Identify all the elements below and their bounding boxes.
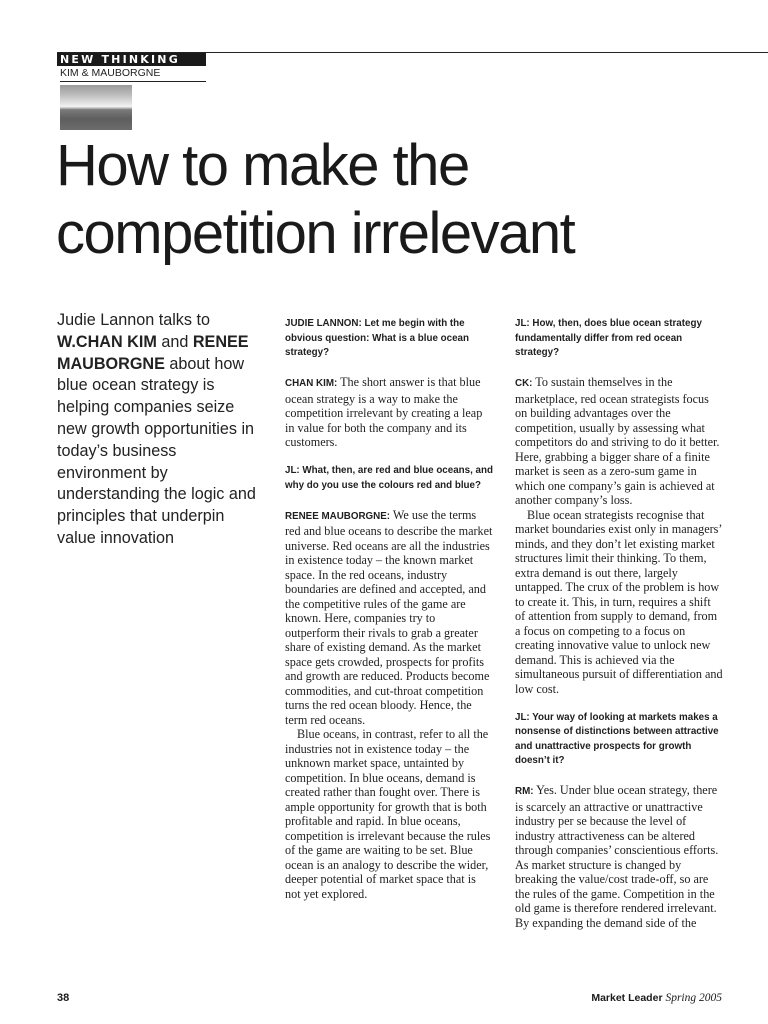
answer-1 <box>285 375 493 450</box>
speaker-label: CHAN KIM: <box>285 378 338 389</box>
title-line-2: competition irrelevant <box>56 201 575 266</box>
answer-3 <box>515 375 723 508</box>
intro-text-1: Judie Lannon talks to <box>57 311 210 329</box>
publication-footer <box>591 992 722 1004</box>
answer-text: Yes. Under blue ocean strategy, there is scarcely an attractive or unattractive industry per se because the level of industry attractiveness can be altered through companies’ conscientious efforts. As market structure is changed by breaking the value/cost trade-off, so are the rules of the game. Competition in the old game is therefore rendered irrelevant. By expanding the demand side of the <box>515 783 719 930</box>
speaker-label: CK: <box>515 378 533 389</box>
section-label: NEW THINKING <box>57 53 206 66</box>
publication-name: Market Leader <box>591 992 663 1004</box>
article-column-1 <box>285 317 493 901</box>
interviewee-name-1: W.CHAN KIM <box>57 332 157 351</box>
question-2: JL: What, then, are red and blue oceans, and why do you use the colours red and blue? <box>285 465 493 491</box>
answer-2 <box>285 508 493 728</box>
answer-4 <box>515 783 723 930</box>
interviewee-name-2: RENEE MAUBORGNE <box>57 332 249 373</box>
question-3: JL: How, then, does blue ocean strategy fundamentally differ from red ocean strategy? <box>515 318 702 358</box>
ocean-horizon-image <box>60 85 132 130</box>
intro-and: and <box>161 332 189 351</box>
publication-issue: Spring 2005 <box>665 992 722 1004</box>
answer-2-continued: Blue oceans, in contrast, refer to all the industries not in existence today – the unknown market space, untainted by competition. In blue oceans, demand is created rather than fought over. There is ample opportunity for growth that is both profitable and rapid. In blue oceans, competition is irrelevant because the rules of the game are waiting to be set. Blue ocean is an analogy to describe the wider, deeper potential of market space that is not yet explored. <box>285 727 491 901</box>
intro-text-2: about how blue ocean strategy is helping companies seize new growth opportunities in today’s business environment by understanding the logic and principles that underpin value innovation <box>57 354 256 547</box>
intro-standfirst <box>57 310 257 550</box>
authors-label: KIM & MAUBORGNE <box>60 67 206 82</box>
speaker-label: RENEE MAUBORGNE: <box>285 510 391 522</box>
answer-text: We use the terms red and blue oceans to describe the market universe. Red oceans are all the industries in existence today – the known market space. In the red oceans, industry boundaries are defined and accepted, and the competitive rules of the game are known. Here, companies try to outperform their rivals to grab a greater share of existing demand. As the market space gets crowded, prospects for profits and growth are reduced. Products become commodities, and cut-throat competition turns the red ocean bloody. Hence, the term red oceans. <box>285 507 493 727</box>
speaker-label: RM: <box>515 786 534 797</box>
answer-text: To sustain themselves in the marketplace, red ocean strategists focus on building advantages over the competition, usually by assessing what competitors do and striving to do it better. Here, grabbing a bigger share of a finite market is seen as a zero-sum game in which one company’s gain is achieved at another company’s loss. <box>515 375 720 507</box>
article-column-2 <box>515 317 723 930</box>
article-title <box>56 132 756 268</box>
title-line-1: How to make the <box>56 133 469 198</box>
question-1: JUDIE LANNON: Let me begin with the obvious question: What is a blue ocean strategy? <box>285 318 469 358</box>
answer-3-continued: Blue ocean strategists recognise that market boundaries exist only in managers’ minds, and they don’t let existing market structures limit their thinking. To them, extra demand is out there, largely untapped. The crux of the problem is how to create it. This, in turn, requires a shift of attention from supply to demand, from a focus on competing to a focus on creating innovative value to unlock new demand. This is achieved via the simultaneous pursuit of differentiation and low cost. <box>515 507 723 696</box>
page-number: 38 <box>57 992 70 1004</box>
answer-text: The short answer is that blue ocean strategy is a way to make the competition irrelevant by creating a leap in value for both the company and its customers. <box>285 375 483 449</box>
question-4: JL: Your way of looking at markets makes a nonsense of distinctions between attractive and unattractive prospects for growth doesn’t it? <box>515 711 719 766</box>
